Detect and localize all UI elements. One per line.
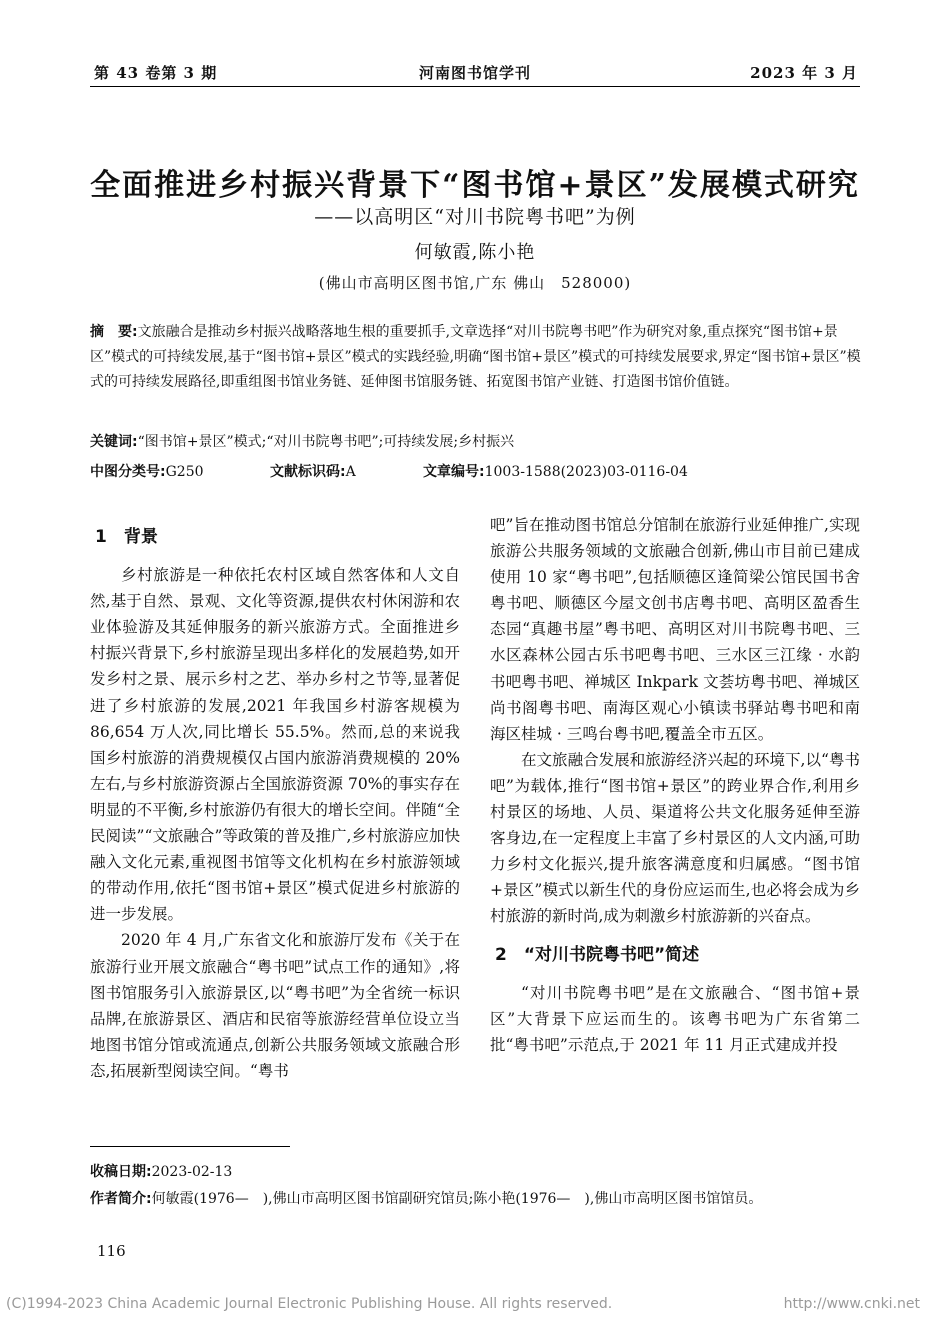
header-rule (90, 86, 860, 87)
site-link[interactable]: http://www.cnki.net (783, 1296, 920, 1312)
document-code: 文献标识码:A (270, 464, 356, 480)
right-column (490, 512, 860, 1058)
copyright-text: (C)1994-2023 China Academic Journal Electronic Publishing House. All rights reserved. (6, 1296, 613, 1312)
author-affiliation: (佛山市高明区图书馆,广东 佛山 528000) (318, 274, 632, 292)
keywords-text: “图书馆+景区”模式;“对川书院粤书吧”;可持续发展;乡村振兴 (137, 434, 515, 450)
paragraph: 在文旅融合发展和旅游经济兴起的环境下,以“粤书吧”为载体,推行“图书馆+景区”的跨业界合作,利用乡村景区的场地、人员、渠道将公共文化服务延伸至游客身边,在一定程度上丰富了乡村景区的人文内涵,可助力乡村文化振兴,提升旅客满意度和归属感。“图书馆+景区”模式以新生代的身份应运而生,也必将会成为乡村旅游的新时尚,成为刺激乡村旅游新的兴奋点。 (490, 750, 860, 926)
received-date: 收稿日期:2023-02-13 (90, 1164, 233, 1180)
footnote-rule (90, 1146, 290, 1147)
paragraph: 2020 年 4 月,广东省文化和旅游厅发布《关于在旅游行业开展文旅融合“粤书吧”试点工作的通知》,将图书馆服务引入旅游景区,以“粤书吧”为全省统一标识品牌,在旅游景区、酒店和民宿等旅游经营单位设立当地图书馆分馆或流通点,创新公共服务领域文旅融合形态,拓展新型阅读空间。“粤书 (90, 931, 460, 1080)
paper-title: 全面推进乡村振兴背景下“图书馆+景区”发展模式研究 (90, 168, 860, 203)
abstract (90, 320, 862, 395)
paragraph: 吧”旨在推动图书馆总分馆制在旅游行业延伸推广,实现旅游公共服务领域的文旅融合创新,佛山市目前已建成使用 10 家“粤书吧”,包括顺德区逢简梁公馆民国书舍粤书吧、顺德区今屋文创书店粤书吧、高明区盈香生态园“真趣书屋”粤书吧、高明区对川书院粤书吧、三水区森林公园古乐书吧粤书吧、三水区三江缘 · 水韵书吧粤书吧、禅城区 Inkpark 文荟坊粤书吧、禅城区尚书阁粤书吧、南海区观心小镇读书驿站粤书吧和南海区桂城 · 三鸣台粤书吧,覆盖全市五区。 (490, 516, 860, 743)
paper-subtitle: ——以高明区“对川书院粤书吧”为例 (314, 206, 636, 228)
section-heading-2: 2 “对川书院粤书吧”简述 (495, 944, 700, 965)
header-journal: 河南图书馆学刊 (418, 64, 531, 82)
author-bio: 作者简介:何敏霞(1976— ),佛山市高明区图书馆副研究馆员;陈小艳(1976— ),佛山市高明区图书馆馆员。 (90, 1191, 763, 1207)
paragraph: 乡村旅游是一种依托农村区域自然客体和人文自然,基于自然、景观、文化等资源,提供农村休闲游和农业体验游及其延伸服务的新兴旅游方式。全面推进乡村振兴背景下,乡村旅游呈现出多样化的发展趋势,如开发乡村之景、展示乡村之艺、举办乡村之节等,显著促进了乡村旅游的发展,2021 年我国乡村游客规模为 86,654 万人次,同比增长 55.5%。然而,总的来说我国乡村旅游的消费规模仅占国内旅游消费规模的 20%左右,与乡村旅游资源占全国旅游资源 70%的事实存在明显的不平衡,乡村旅游仍有很大的增长空间。伴随“全民阅读”“文旅融合”等政策的普及推广,乡村旅游应加快融入文化元素,重视图书馆等文化机构在乡村旅游领域的带动作用,依托“图书馆+景区”模式促进乡村旅游的进一步发展。 (90, 566, 460, 924)
header-volume: 第 43 卷第 3 期 (94, 64, 218, 82)
section-heading-1: 1 背景 (95, 527, 158, 547)
abstract-label: 摘 要: (90, 324, 138, 340)
keywords (90, 430, 862, 455)
article-number: 文章编号:1003-1588(2023)03-0116-04 (423, 464, 688, 480)
left-column (90, 524, 460, 1084)
page-number: 116 (97, 1242, 126, 1260)
header-date: 2023 年 3 月 (750, 64, 858, 82)
abstract-text: 文旅融合是推动乡村振兴战略落地生根的重要抓手,文章选择“对川书院粤书吧”作为研究对象,重点探究“图书馆+景区”模式的可持续发展,基于“图书馆+景区”模式的实践经验,明确“图书馆+景区”模式的可持续发展要求,界定“图书馆+景区”模式的可持续发展路径,即重组图书馆业务链、延伸图书馆服务链、拓宽图书馆产业链、打造图书馆价值链。 (90, 324, 861, 390)
author-names: 何敏霞,陈小艳 (414, 242, 536, 263)
keywords-label: 关键词: (90, 434, 138, 450)
paragraph: “对川书院粤书吧”是在文旅融合、“图书馆+景区”大背景下应运而生的。该粤书吧为广东省第二批“粤书吧”示范点,于 2021 年 11 月正式建成并投 (490, 983, 860, 1054)
clc-number: 中图分类号:G250 (90, 464, 204, 480)
